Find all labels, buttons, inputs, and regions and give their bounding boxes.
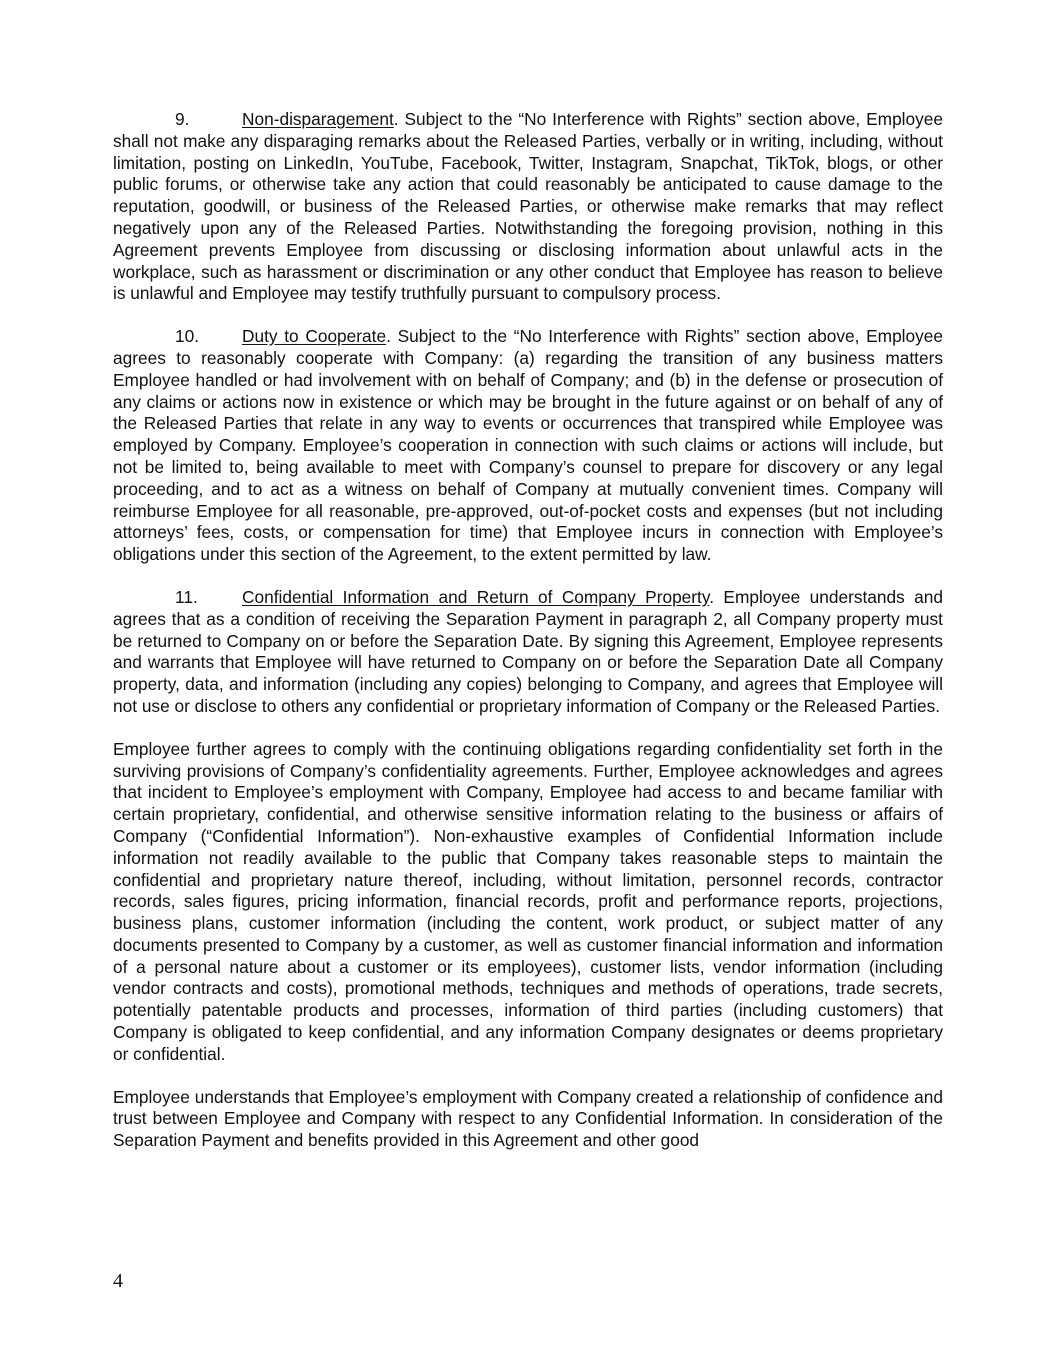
section-body: . Employee understands and agrees that as a condition of receiving the Separation Payment in paragraph 2, all Company property must be returned to Company on or before the Separation Date. By signing this Agreement, Employee represents and warrants that Employee will have returned to Company on or before the Separation Date all Company property, data, and information (including any copies) belonging to Company, and agrees that Employee will not use or disclose to others any confidential or proprietary information of Company or the Released Parties.: [113, 586, 944, 716]
section-number: 10.: [175, 326, 200, 347]
section-heading: Confidential Information and Return of Company Property: [242, 586, 710, 607]
section-body: . Subject to the “No Interference with Rights” section above, Employee shall not make any disparaging remarks about the Released Parties, verbally or in writing, including, without limitation, posting on LinkedIn, YouTube, Facebook, Twitter, Instagram, Snapchat, TikTok, blogs, or other public forums, or otherwise take any action that could reasonably be anticipated to cause damage to the reputation, goodwill, or business of the Released Parties, or otherwise make remarks that may reflect negatively upon any of the Released Parties. Notwithstanding the foregoing provision, nothing in this Agreement prevents Employee from discussing or disclosing information about unlawful acts in the workplace, such as harassment or discrimination or any other conduct that Employee has reason to believe is unlawful and Employee may testify truthfully pursuant to compulsory process.: [113, 109, 943, 304]
page-number: 4: [113, 1270, 123, 1292]
section-heading: Duty to Cooperate: [242, 326, 387, 347]
section-confidential-information: [113, 587, 943, 718]
section-number: 9.: [175, 109, 190, 129]
page-content: [113, 109, 943, 1173]
section-non-disparagement: [113, 109, 943, 305]
section-number: 11.: [175, 586, 198, 607]
section-duty-to-cooperate: [113, 326, 943, 566]
section-heading: Non-disparagement: [242, 109, 394, 129]
confidentiality-obligations-paragraph: Employee further agrees to comply with the continuing obligations regarding confidentiality set forth in the surviving provisions of Company’s confidentiality agreements. Further, Employee acknowledges and agrees that incident to Employee’s employment with Company, Employee had access to and became familiar with certain proprietary, confidential, and otherwise sensitive information relating to the business or affairs of Company (“Confidential Information”). Non-exhaustive examples of Confidential Information include information not readily available to the public that Company takes reasonable steps to maintain the confidential and proprietary nature thereof, including, without limitation, personnel records, contractor records, sales figures, pricing information, financial records, profit and performance reports, projections, business plans, customer information (including the content, work product, or subject matter of any documents presented to Company by a customer, as well as customer financial information and information of a personal nature about a customer or its employees), customer lists, vendor information (including vendor contracts and costs), promotional methods, techniques and methods of operations, trade secrets, potentially patentable products and processes, information of third parties (including customers) that Company is obligated to keep confidential, and any information Company designates or deems proprietary or confidential.: [113, 738, 943, 1064]
section-body: . Subject to the “No Interference with Rights” section above, Employee agrees to reasonably cooperate with Company: (a) regarding the transition of any business matters Employee handled or had involvement with on behalf of Company; and (b) in the defense or prosecution of any claims or actions now in existence or which may be brought in the future against or on behalf of any of the Released Parties that relate in any way to events or occurrences that transpired while Employee was employed by Company. Employee’s cooperation in connection with such claims or actions will include, but not be limited to, being available to meet with Company’s counsel to prepare for discovery or any legal proceeding, and to act as a witness on behalf of Company at mutually convenient times. Company will reimburse Employee for all reasonable, pre-approved, out-of-pocket costs and expenses (but not including attorneys’ fees, costs, or compensation for time) that Employee incurs in connection with Employee’s obligations under this section of the Agreement, to the extent permitted by law.: [113, 326, 943, 565]
confidence-trust-paragraph: Employee understands that Employee’s employment with Company created a relationship of confidence and trust between Employee and Company with respect to any Confidential Information. In consideration of the Separation Payment and benefits provided in this Agreement and other good: [113, 1086, 943, 1151]
